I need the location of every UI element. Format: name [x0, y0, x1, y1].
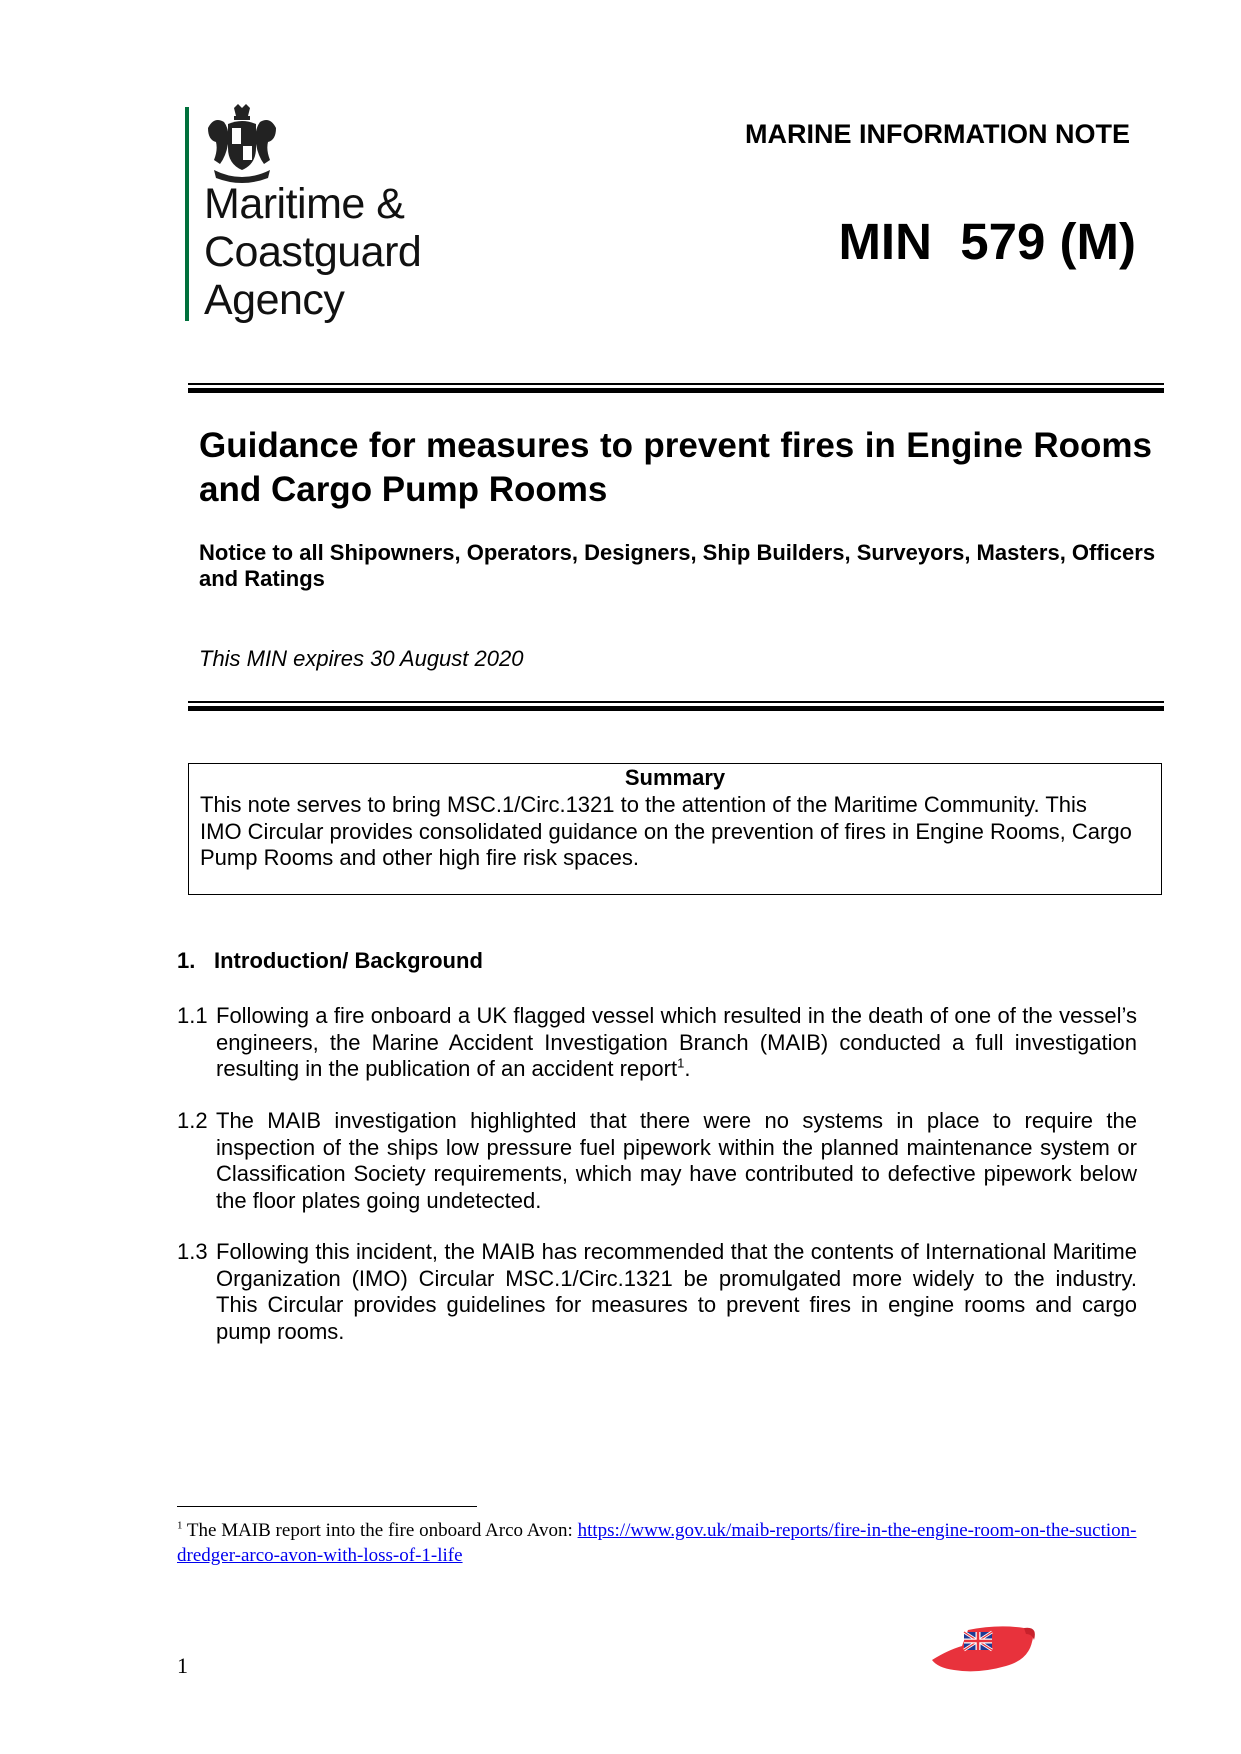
footnote-marker: 1: [177, 1519, 183, 1532]
title-divider: [188, 701, 1164, 711]
summary-text: This note serves to bring MSC.1/Circ.1321 to the attention of the Maritime Community. This IMO Circular provides consolidated guidance on the prevention of fires in Engine Rooms, Cargo Pump Rooms and other high fire risk spaces.: [200, 792, 1132, 870]
paragraph-1-3: [177, 1239, 1137, 1345]
paragraph-1-1: [177, 1003, 1137, 1083]
agency-logo-line: Coastguard: [204, 228, 422, 276]
note-number: MIN 579 (M): [838, 213, 1136, 270]
footnote-reference[interactable]: 1: [677, 1055, 685, 1071]
paragraph-number: 1.3: [177, 1239, 208, 1264]
expiry-statement: This MIN expires 30 August 2020: [199, 646, 524, 671]
footnote-text: The MAIB report into the fire onboard Arco Avon:: [182, 1520, 578, 1541]
agency-logo-line: Maritime &: [204, 180, 405, 228]
footnote: [177, 1518, 1137, 1568]
paragraph-body: Following a fire onboard a UK flagged vessel which resulted in the death of one of the vessel’s engineers, the Marine Accident Investigation Branch (MAIB) conducted a full investigation resulting in the publication of an accident report: [216, 1003, 1137, 1081]
paragraph-text: Following this incident, the MAIB has recommended that the contents of International Maritime Organization (IMO) Circular MSC.1/Circ.1321 be promulgated more widely to the industry. This Circular provides guidelines for measures to prevent fires in engine rooms and cargo pump rooms.: [216, 1239, 1137, 1344]
document-title: Guidance for measures to prevent fires in Engine Rooms and Cargo Pump Rooms: [199, 426, 1152, 509]
section-heading: [177, 948, 483, 974]
agency-logo-line: Agency: [204, 276, 345, 324]
paragraph-number: 1.2: [177, 1108, 208, 1133]
summary-box: [188, 763, 1162, 895]
paragraph-end: .: [684, 1056, 691, 1081]
paragraph-1-2: [177, 1108, 1137, 1214]
red-ensign-flag-icon: [928, 1620, 1038, 1676]
paragraph-number: 1.1: [177, 1003, 208, 1028]
audience-notice: Notice to all Shipowners, Operators, Designers, Ship Builders, Surveyors, Masters, Officers and Ratings: [199, 540, 1156, 591]
header-divider: [188, 383, 1164, 393]
section-title: Introduction/ Background: [214, 948, 483, 973]
paragraph-text: The MAIB investigation highlighted that there were no systems in place to require the inspection of the ships low pressure fuel pipework within the planned maintenance system or Classification Society requirements, which may have contributed to defective pipework below the floor plates going undetected.: [216, 1108, 1137, 1213]
summary-heading: Summary: [624, 765, 726, 790]
paragraph-text: [216, 1003, 1137, 1083]
page-number: 1: [177, 1653, 188, 1678]
footnote-link[interactable]: https://www.gov.uk/maib-reports/fire-in-the-engine-room-on-the-suction-dredger-arco-avon-with-loss-of-1-life: [177, 1520, 1137, 1566]
agency-logo-name: [204, 180, 421, 324]
note-type-label: MARINE INFORMATION NOTE: [745, 119, 1130, 149]
royal-crest-logo: [200, 104, 284, 186]
agency-logo-bar: [185, 107, 189, 321]
section-number: 1.: [177, 948, 196, 973]
footnote-separator: [177, 1506, 477, 1507]
